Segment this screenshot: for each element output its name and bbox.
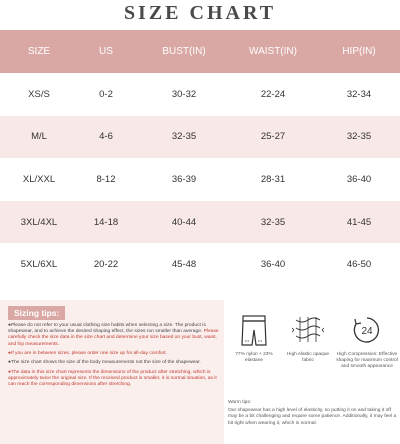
- sizing-tips-panel: [0, 300, 224, 444]
- size-table: [0, 30, 400, 286]
- table-cell: 14-18: [93, 216, 119, 228]
- table-cell: 3XL/4XL: [20, 216, 58, 228]
- table-cell: 36-40: [260, 259, 286, 271]
- table-cell: 25-27: [260, 131, 286, 143]
- table-row: [0, 201, 400, 244]
- tip-paragraph: [8, 323, 220, 348]
- feature-material: [230, 314, 278, 364]
- info-section: [0, 300, 400, 444]
- table-cell: 32-35: [260, 216, 286, 228]
- table-cell: 28-31: [260, 173, 286, 185]
- tip-paragraph: ●The size chart shows the size of the body measurements not the size of the shapewear.: [8, 360, 201, 366]
- header-cell: SIZE: [27, 46, 51, 57]
- table-cell: XS/S: [28, 88, 50, 100]
- table-cell: 40-44: [171, 216, 197, 228]
- feature-caption: High Compression: Effective shaping for maximum control and smooth appearance: [336, 352, 398, 369]
- table-row: [0, 116, 400, 159]
- table-cell: 32-35: [346, 131, 372, 143]
- tip-highlight: Please carefully check the size data in the size chart and determine your size based on your bust, waist, and hip measurements.: [8, 329, 219, 347]
- table-cell: 32-34: [346, 88, 372, 100]
- page-title: SIZE CHART: [123, 2, 277, 24]
- table-cell: 8-12: [96, 173, 116, 185]
- feature-compression: [336, 314, 398, 369]
- header-cell: HIP(IN): [342, 46, 376, 57]
- table-cell: 41-45: [346, 216, 372, 228]
- feature-caption: 77% nylon + 23% elastane: [235, 352, 273, 363]
- table-cell: 20-22: [93, 259, 119, 271]
- warm-tips-title: Warm tips:: [228, 400, 252, 405]
- fabric-mesh-icon: [292, 314, 324, 348]
- table-cell: XL/XXL: [22, 173, 56, 185]
- warm-tips: [228, 400, 398, 427]
- sizing-tips-body: [8, 323, 220, 392]
- warm-tips-text: Our shapewear has a high level of elasticity, so putting it on and taking it off may be a bit challenging and require some patience. Additionally, it may feel a bit tight when wearing it, which is normal.: [228, 408, 397, 426]
- shorts-icon: [239, 314, 269, 348]
- clock-24-icon: [351, 314, 383, 348]
- table-cell: 32-35: [171, 131, 197, 143]
- table-cell: 0-2: [99, 88, 113, 100]
- header-cell: WAIST(IN): [249, 46, 297, 57]
- table-row: [0, 243, 400, 286]
- tip-text: ●Please do not refer to your usual clothing size habits when selecting a size. The product is shapewear, and to achieve the desired shaping effect, the sizes run smaller than average.: [8, 323, 206, 335]
- header-cell: US: [99, 46, 113, 57]
- table-cell: 22-24: [260, 88, 286, 100]
- svg-text:24: 24: [361, 326, 373, 337]
- table-cell: 5XL/6XL: [20, 259, 58, 271]
- features-panel: [224, 300, 400, 444]
- table-cell: 30-32: [171, 88, 197, 100]
- table-cell: 45-48: [171, 259, 197, 271]
- sizing-tips-heading: Sizing tips:: [8, 306, 65, 320]
- table-cell: 46-50: [346, 259, 372, 271]
- table-cell: M/L: [31, 131, 47, 143]
- header-cell: BUST(IN): [162, 46, 206, 57]
- tip-paragraph: ●The data in this size chart represents the dimensions of the product after stretching, which is approximately twice the original size. If the received product is smaller, it is normal situation, as it can reach the corresponding dimensions after stretching.: [8, 369, 217, 388]
- table-cell: 4-6: [99, 131, 113, 143]
- table-row: [0, 158, 400, 201]
- table-cell: 36-40: [346, 173, 372, 185]
- tip-paragraph: ●If you are in between sizes, please order one size up for all-day comfort.: [8, 351, 167, 356]
- table-header-row: [0, 30, 400, 73]
- table-row: [0, 73, 400, 116]
- feature-caption: High elastic opaque fabric: [286, 352, 330, 363]
- feature-fabric: [282, 314, 334, 364]
- table-cell: 36-39: [171, 173, 197, 185]
